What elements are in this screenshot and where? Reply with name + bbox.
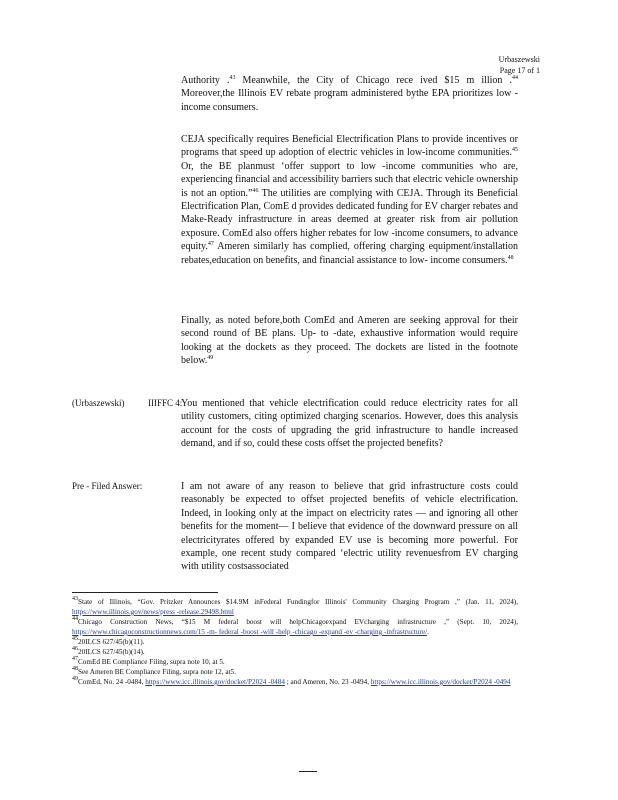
footnote-link[interactable]: https://www.chicagoconstructionnews.com/15 -m- federal -boost -will -help -chicago -expand -ev -charging -infrastructure/ <box>72 628 428 636</box>
footnote-link[interactable]: https://www.icc.illinois.gov/docket/P2024 -0484 <box>145 678 285 686</box>
footnote-43: $^{43}$State of Illinois, “Gov. Pritzker Announces $14.9M inFederal Fundingfor Illinois' Community Charging Program ,” (Jan. 11, 2024), https://www.illinois.gov/news/press -release.29498.html <box>72 596 518 616</box>
paragraph-dockets: Finally, as noted before,both ComEd and Ameren are seeking approval for their second round of BE plans. Up- to -date, exhaustive information would require looking at the dockets as they proceed. The dockets are listed in the footnote below.$^{49}$ <box>181 315 518 367</box>
footnote-48: $^{48}$See Ameren BE Compliance Filing, supra note 12, at5. <box>72 666 236 676</box>
footnote-ref-45[interactable]: 45 <box>512 147 518 154</box>
answer-label: Pre - Filed Answer: <box>72 481 143 491</box>
footnote-divider <box>72 592 218 593</box>
footnote-ref-48[interactable]: 48 <box>507 254 514 261</box>
header-page-number: Page 17 of 1 <box>499 66 540 75</box>
page-header <box>499 54 540 76</box>
footnote-46: $^{46}$20ILCS 627/45(b)(14). <box>72 646 145 656</box>
footnote-44: $^{44}$Chicago Construction News, “$15 M federal boost will helpChicagoexpand EVcharging infrastructure ,” (Sept. 10, 2024), https://www.chicagoconstructionnews.com/15 -m- federal -boost -will -help -chicago -expand -ev -charging -infrastructure/. <box>72 616 518 636</box>
page-bottom-mark <box>299 771 317 772</box>
question-text: You mentioned that vehicle electrification could reduce electricity rates for all utility customers, citing optimized charging scenarios. However, does this analysis account for the costs of upgrading the grid infrastructure to handle increased demand, and if so, could these costs offset the projected benefits? <box>181 398 518 450</box>
footnote-49: $^{49}$ComEd, No. 24 -0484, https://www.icc.illinois.gov/docket/P2024 -0484 ; and Ameren, No. 23 -0494, https://www.icc.illinois.gov/docket/P2024 -0494 <box>72 676 511 686</box>
question-number: IIIFFC 4: <box>148 398 183 408</box>
question-label <box>72 397 183 410</box>
footnote-link[interactable]: https://www.illinois.gov/news/press -release.29498.html <box>72 608 234 616</box>
footnote-ref-46[interactable]: 46 <box>252 187 259 194</box>
paragraph-funding: Authority .$^{43}$ Meanwhile, the City of Chicago rece ived $15 m illion .$^{44}$ Moreover,the Illinois EV rebate program administered bythe EPA prioritizes low -income consumers. <box>181 75 518 113</box>
paragraph-ceja: CEJA specifically requires Beneficial Electrification Plans to provide incentives or programs that speed up adoption of electric vehicles in low-income communities.$^{45}$ Or, the BE planmust ‘offer support to low -income communities who are, experiencing financial and accessibility barriers such that electric vehicle ownership is not an option.”$^{46}$ The utilities are complying with CEJA. Through its Beneficial Electrification Plan, ComE d provides dedicated funding for EV charger rebates and Make-Ready infrastructure in areas deemed at greater risk from air pollution exposure. ComEd also offers higher rebates for low -income consumers, to advance equity.$^{47}$ Ameren similarly has complied, offering charging equipment/installation rebates,education on benefits, and financial assistance to low- income consumers.$^{48}$ <box>181 134 519 266</box>
footnotes <box>72 597 518 687</box>
header-author: Urbaszewski <box>498 55 540 64</box>
footnote-link[interactable]: https://www.icc.illinois.gov/docket/P2024 -0494 <box>370 678 511 686</box>
footnote-45: $^{45}$20ILCS 627/45(b)(11). <box>72 636 145 646</box>
footnote-47: $^{47}$ComEd BE Compliance Filing, supra note 10, at 5. <box>72 656 225 666</box>
answer-text: I am not aware of any reason to believe that grid infrastructure costs could reasonably be expected to offset projected benefits of vehicle electrification. Indeed, in looking only at the impact on electricity rates — and ignoring all other benefits for the moment— I believe that evidence of the downward pressure on all electricityrates offered by expanded EV use is becoming more powerful. For example, one recent study compared ‘electric utility revenuesfrom EV charging with utility costsassociated <box>181 481 518 573</box>
footnote-ref-47[interactable]: 47 <box>207 241 214 248</box>
witness-label: (Urbaszewski) <box>72 398 125 408</box>
footnote-ref-44[interactable]: 44 <box>512 75 518 81</box>
footnote-ref-49[interactable]: 49 <box>207 355 214 362</box>
footnote-ref-43[interactable]: 43 <box>229 75 236 81</box>
